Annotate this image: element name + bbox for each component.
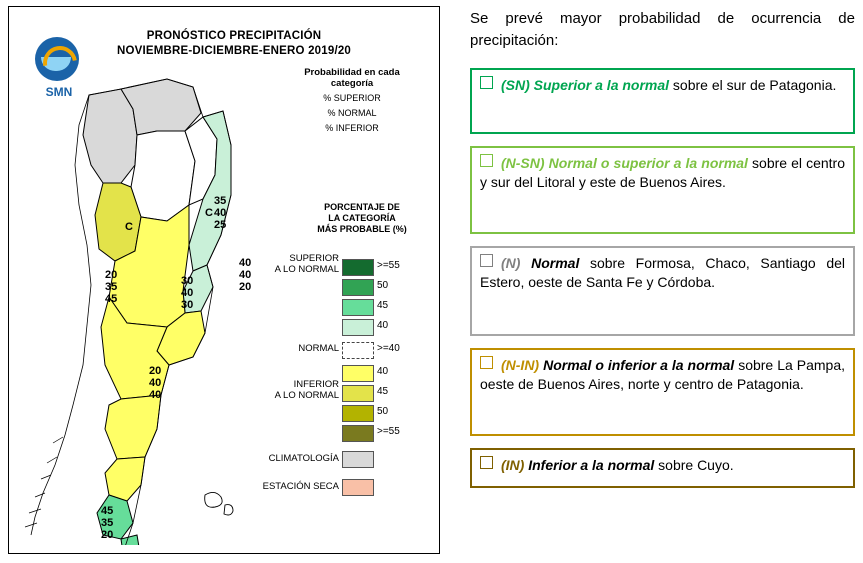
page-title bbox=[69, 29, 399, 59]
annotation-cuyo-oeste bbox=[105, 269, 117, 305]
annotation-patagonia-sur bbox=[101, 505, 113, 541]
legend-label: 40 bbox=[377, 366, 389, 377]
legend-row bbox=[259, 379, 434, 403]
checkbox-icon[interactable] bbox=[480, 356, 493, 369]
islands-malvinas-outline bbox=[205, 492, 233, 515]
forecast-item-sn bbox=[470, 68, 855, 134]
legend-row bbox=[259, 423, 434, 443]
val-inf: 30 bbox=[181, 299, 194, 311]
legend-category-normal: NORMAL bbox=[298, 343, 339, 354]
probability-legend-header bbox=[277, 67, 427, 134]
map-panel bbox=[8, 6, 440, 554]
annotation-centro-norte bbox=[181, 275, 193, 311]
map-title-line1: PRONÓSTICO PRECIPITACIÓN bbox=[146, 30, 322, 42]
item-emphasis: Normal bbox=[531, 255, 580, 271]
val-inf: 20 bbox=[101, 529, 114, 541]
val-sup: 30 bbox=[181, 275, 194, 287]
coast-detail-1 bbox=[25, 437, 63, 527]
val-nor: 35 bbox=[105, 281, 118, 293]
val-sup: 35 bbox=[214, 195, 227, 207]
pct-title-line3: MÁS PROBABLE (%) bbox=[317, 224, 407, 234]
prob-item-inferior: % INFERIOR bbox=[325, 123, 379, 133]
item-emphasis: Superior a la normal bbox=[533, 77, 670, 93]
val-sup: 20 bbox=[105, 269, 118, 281]
val-sup: 45 bbox=[101, 505, 114, 517]
legend-label: >=55 bbox=[377, 426, 400, 437]
legend-swatch bbox=[342, 385, 374, 402]
prob-item-superior: % SUPERIOR bbox=[323, 93, 381, 103]
legend-cat-line1: INFERIOR bbox=[293, 379, 339, 390]
chile-coast-outline bbox=[31, 95, 91, 535]
legend-label: 50 bbox=[377, 406, 389, 417]
item-rest: sobre el sur de Patagonia. bbox=[669, 77, 837, 93]
val-nor: 40 bbox=[149, 377, 162, 389]
item-code: (N-SN) bbox=[501, 155, 545, 171]
legend-swatch bbox=[342, 479, 374, 496]
legend-cat-line2: A LO NORMAL bbox=[274, 264, 339, 275]
val-inf: 40 bbox=[149, 389, 162, 401]
legend-row bbox=[259, 277, 434, 297]
legend-swatch bbox=[342, 319, 374, 336]
val-nor: 40 bbox=[214, 207, 227, 219]
val-sup: 40 bbox=[239, 257, 252, 269]
item-emphasis: Normal o superior a la normal bbox=[548, 155, 748, 171]
item-rest: sobre el centro y sur del Litoral y este de Buenos Aires. bbox=[480, 155, 846, 190]
legend-swatch bbox=[342, 451, 374, 468]
legend-swatch bbox=[342, 365, 374, 382]
forecast-item-in bbox=[470, 448, 855, 488]
intro-text: Se prevé mayor probabilidad de ocurrencia de precipitación: bbox=[470, 10, 855, 49]
prob-title-line1: Probabilidad en cada bbox=[304, 67, 400, 78]
checkbox-icon[interactable] bbox=[480, 254, 493, 267]
checkbox-icon[interactable] bbox=[480, 76, 493, 89]
pct-title-line2: LA CATEGORÍA bbox=[328, 213, 396, 223]
legend-category-inferior bbox=[249, 379, 339, 401]
legend-label: >=55 bbox=[377, 260, 400, 271]
percent-category-header bbox=[297, 202, 427, 235]
prob-item-normal: % NORMAL bbox=[327, 108, 377, 118]
val-nor: 40 bbox=[181, 287, 194, 299]
pct-title-line1: PORCENTAJE DE bbox=[324, 202, 400, 212]
legend-row bbox=[259, 317, 434, 337]
item-emphasis: Inferior a la normal bbox=[528, 457, 655, 473]
legend-swatch bbox=[342, 342, 374, 359]
val-inf: 20 bbox=[239, 281, 252, 293]
prob-title-line2: categoría bbox=[330, 78, 374, 89]
region-patagonia-centro-nin bbox=[105, 395, 161, 459]
forecast-item-n-sn bbox=[470, 146, 855, 234]
legend-swatch bbox=[342, 425, 374, 442]
item-rest: sobre Cuyo. bbox=[654, 457, 734, 473]
item-code: (N-IN) bbox=[501, 357, 540, 373]
legend-category-estacion-seca: ESTACIÓN SECA bbox=[262, 481, 339, 492]
forecast-item-n-in bbox=[470, 348, 855, 436]
val-sup: 20 bbox=[149, 365, 162, 377]
item-emphasis: Normal o inferior a la normal bbox=[543, 357, 735, 373]
legend-category-superior bbox=[249, 253, 339, 275]
legend-swatch bbox=[342, 279, 374, 296]
val-nor: 35 bbox=[101, 517, 114, 529]
item-code: (SN) bbox=[501, 77, 530, 93]
legend-label: >=40 bbox=[377, 343, 400, 354]
annotation-litoral-norte bbox=[214, 195, 226, 231]
legend-swatch bbox=[342, 259, 374, 276]
item-rest: sobre Formosa, Chaco, Santiago del Estero, oeste de Santa Fe y Córdoba. bbox=[480, 255, 846, 290]
legend-label: 45 bbox=[377, 386, 389, 397]
legend-label: 50 bbox=[377, 280, 389, 291]
legend-swatch bbox=[342, 299, 374, 316]
legend-label: 45 bbox=[377, 300, 389, 311]
argentina-map bbox=[17, 65, 267, 545]
val-inf: 45 bbox=[105, 293, 118, 305]
annotation-cuyo: C bbox=[125, 221, 133, 233]
item-rest: sobre La Pampa, oeste de Buenos Aires, norte y centro de Patagonia. bbox=[480, 357, 846, 392]
legend-cat-line1: SUPERIOR bbox=[289, 253, 339, 264]
legend-row bbox=[259, 253, 434, 277]
val-inf: 25 bbox=[214, 219, 227, 231]
legend-row bbox=[259, 471, 434, 499]
legend-cat-line2: A LO NORMAL bbox=[274, 390, 339, 401]
region-tierradelfuego-sn bbox=[121, 535, 139, 545]
logo-label: SMN bbox=[45, 85, 73, 99]
map-legend bbox=[259, 253, 434, 499]
legend-label: 40 bbox=[377, 320, 389, 331]
checkbox-icon[interactable] bbox=[480, 456, 493, 469]
item-code: (IN) bbox=[501, 457, 525, 473]
val-nor: 40 bbox=[239, 269, 252, 281]
legend-swatch bbox=[342, 405, 374, 422]
forecast-item-n bbox=[470, 246, 855, 336]
legend-row bbox=[259, 403, 434, 423]
legend-row bbox=[259, 337, 434, 363]
item-code: (N) bbox=[501, 255, 521, 271]
annotation-centro bbox=[149, 365, 161, 401]
annotation-noa: C bbox=[205, 207, 213, 219]
legend-row bbox=[259, 443, 434, 471]
legend-category-climatologia: CLIMATOLOGÍA bbox=[268, 453, 339, 464]
legend-row bbox=[259, 297, 434, 317]
checkbox-icon[interactable] bbox=[480, 154, 493, 167]
map-title-line2: NOVIEMBRE-DICIEMBRE-ENERO 2019/20 bbox=[116, 45, 352, 57]
